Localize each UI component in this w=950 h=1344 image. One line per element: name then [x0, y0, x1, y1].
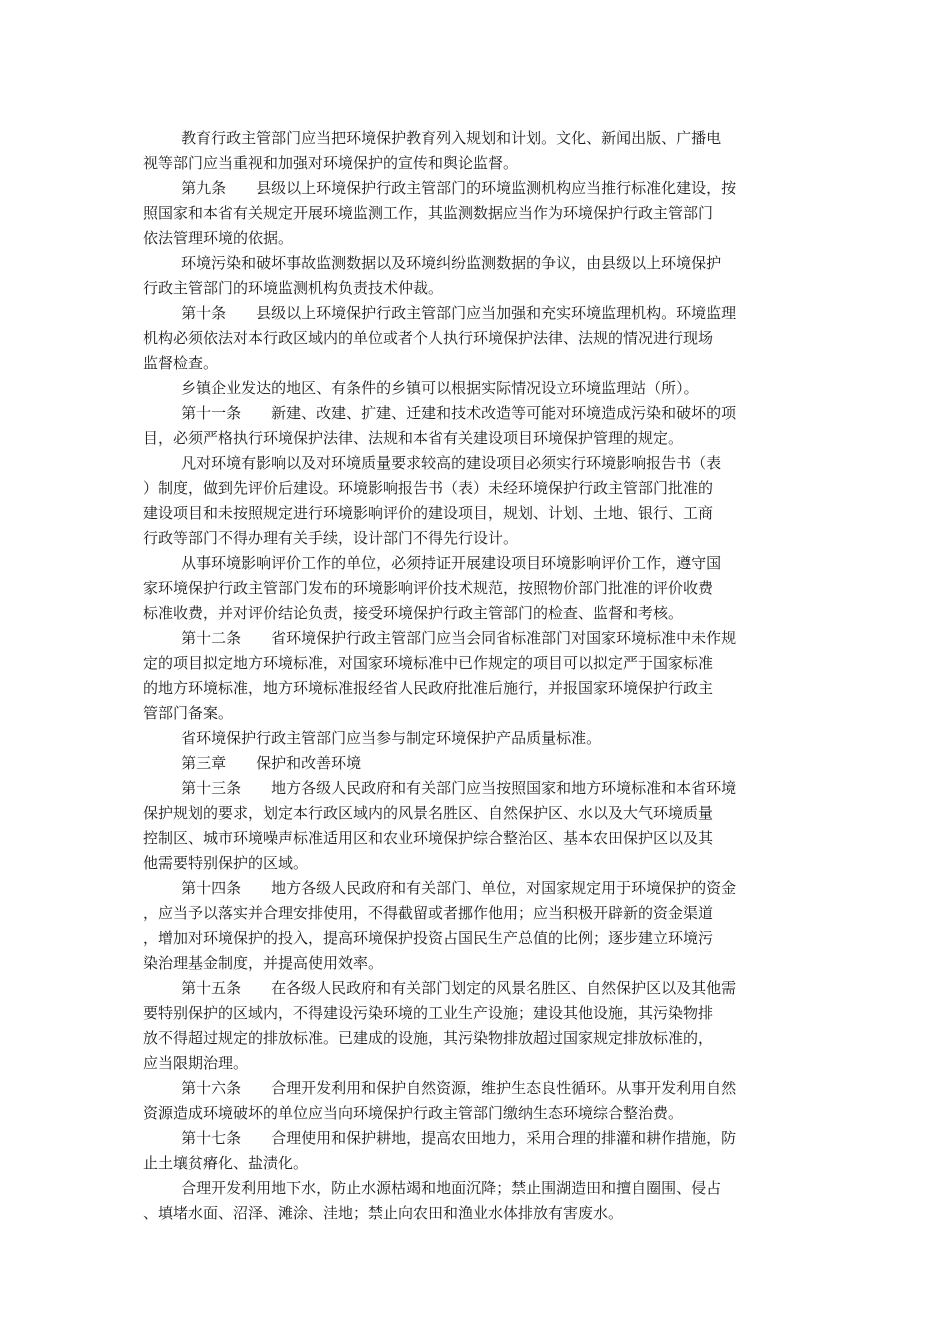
text-line: 标准收费，并对评价结论负责，接受环境保护行政主管部门的检查、监督和考核。	[143, 604, 684, 622]
text-line: 、填堵水面、沼泽、滩涂、洼地；禁止向农田和渔业水体排放有害废水。	[143, 1204, 624, 1222]
text-line: 建设项目和未按照规定进行环境影响评价的建设项目，规划、计划、土地、银行、工商	[143, 504, 714, 522]
text-line: 第十四条 地方各级人民政府和有关部门、单位，对国家规定用于环境保护的资金	[143, 879, 737, 897]
text-line: 管部门备案。	[143, 704, 234, 722]
text-line: 资源造成环境破坏的单位应当向环境保护行政主管部门缴纳生态环境综合整治费。	[143, 1104, 684, 1122]
text-line: 定的项目拟定地方环境标准，对国家环境标准中已作规定的项目可以拟定严于国家标准	[143, 654, 714, 672]
text-line: 行政主管部门的环境监测机构负责技术仲裁。	[143, 279, 444, 297]
text-line: 合理开发利用地下水，防止水源枯竭和地面沉降；禁止围湖造田和擅自圈围、侵占	[143, 1179, 722, 1197]
text-line: 第十七条 合理使用和保护耕地，提高农田地力，采用合理的排灌和耕作措施，防	[143, 1129, 737, 1147]
text-line: ）制度，做到先评价后建设。环境影响报告书（表）未经环境保护行政主管部门批准的	[143, 479, 714, 497]
text-line: 省环境保护行政主管部门应当参与制定环境保护产品质量标准。	[143, 729, 602, 747]
text-line: 行政等部门不得办理有关手续，设计部门不得先行设计。	[143, 529, 519, 547]
text-line: 照国家和本省有关规定开展环境监测工作，其监测数据应当作为环境保护行政主管部门	[143, 204, 714, 222]
text-line: 第十六条 合理开发利用和保护自然资源，维护生态良性循环。从事开发利用自然	[143, 1079, 737, 1097]
text-line: 环境污染和破坏事故监测数据以及环境纠纷监测数据的争议，由县级以上环境保护	[143, 254, 722, 272]
text-line: 从事环境影响评价工作的单位，必须持证开展建设项目环境影响评价工作，遵守国	[143, 554, 722, 572]
chapter-heading: 第三章 保护和改善环境	[143, 754, 362, 772]
text-line: 第十五条 在各级人民政府和有关部门划定的风景名胜区、自然保护区以及其他需	[143, 979, 737, 997]
text-line: ，增加对环境保护的投入，提高环境保护投资占国民生产总值的比例；逐步建立环境污	[143, 929, 714, 947]
text-line: 第十三条 地方各级人民政府和有关部门应当按照国家和地方环境标准和本省环境	[143, 779, 737, 797]
text-line: 机构必须依法对本行政区域内的单位或者个人执行环境保护法律、法规的情况进行现场	[143, 329, 714, 347]
text-line: 凡对环境有影响以及对环境质量要求较高的建设项目必须实行环境影响报告书（表	[143, 454, 722, 472]
text-line: 应当限期治理。	[143, 1054, 249, 1072]
text-line: 的地方环境标准，地方环境标准报经省人民政府批准后施行，并报国家环境保护行政主	[143, 679, 714, 697]
text-line: 家环境保护行政主管部门发布的环境影响评价技术规范，按照物价部门批准的评价收费	[143, 579, 714, 597]
text-line: 保护规划的要求，划定本行政区域内的风景名胜区、自然保护区、水以及大气环境质量	[143, 804, 714, 822]
text-line: 止土壤贫瘠化、盐渍化。	[143, 1154, 309, 1172]
text-line: 放不得超过规定的排放标准。已建成的设施，其污染物排放超过国家规定排放标准的，	[143, 1029, 714, 1047]
text-line: 监督检查。	[143, 354, 219, 372]
text-line: 第十二条 省环境保护行政主管部门应当会同省标准部门对国家环境标准中未作规	[143, 629, 737, 647]
text-line: 乡镇企业发达的地区、有条件的乡镇可以根据实际情况设立环境监理站（所）。	[143, 379, 699, 397]
text-line: 染治理基金制度，并提高使用效率。	[143, 954, 384, 972]
text-line: 控制区、城市环境噪声标准适用区和农业环境保护综合整治区、基本农田保护区以及其	[143, 829, 714, 847]
text-line: 第十一条 新建、改建、扩建、迁建和技术改造等可能对环境造成污染和破坏的项	[143, 404, 737, 422]
text-line: 他需要特别保护的区域。	[143, 854, 309, 872]
text-line: 视等部门应当重视和加强对环境保护的宣传和舆论监督。	[143, 154, 519, 172]
text-line: 依法管理环境的依据。	[143, 229, 294, 247]
text-line: 要特别保护的区域内，不得建设污染环境的工业生产设施；建设其他设施，其污染物排	[143, 1004, 714, 1022]
text-line: 目，必须严格执行环境保护法律、法规和本省有关建设项目环境保护管理的规定。	[143, 429, 684, 447]
text-line: ，应当予以落实并合理安排使用，不得截留或者挪作他用；应当积极开辟新的资金渠道	[143, 904, 714, 922]
text-line: 教育行政主管部门应当把环境保护教育列入规划和计划。文化、新闻出版、广播电	[143, 129, 722, 147]
text-line: 第九条 县级以上环境保护行政主管部门的环境监测机构应当推行标准化建设，按	[143, 179, 737, 197]
text-line: 第十条 县级以上环境保护行政主管部门应当加强和充实环境监理机构。环境监理	[143, 304, 737, 322]
